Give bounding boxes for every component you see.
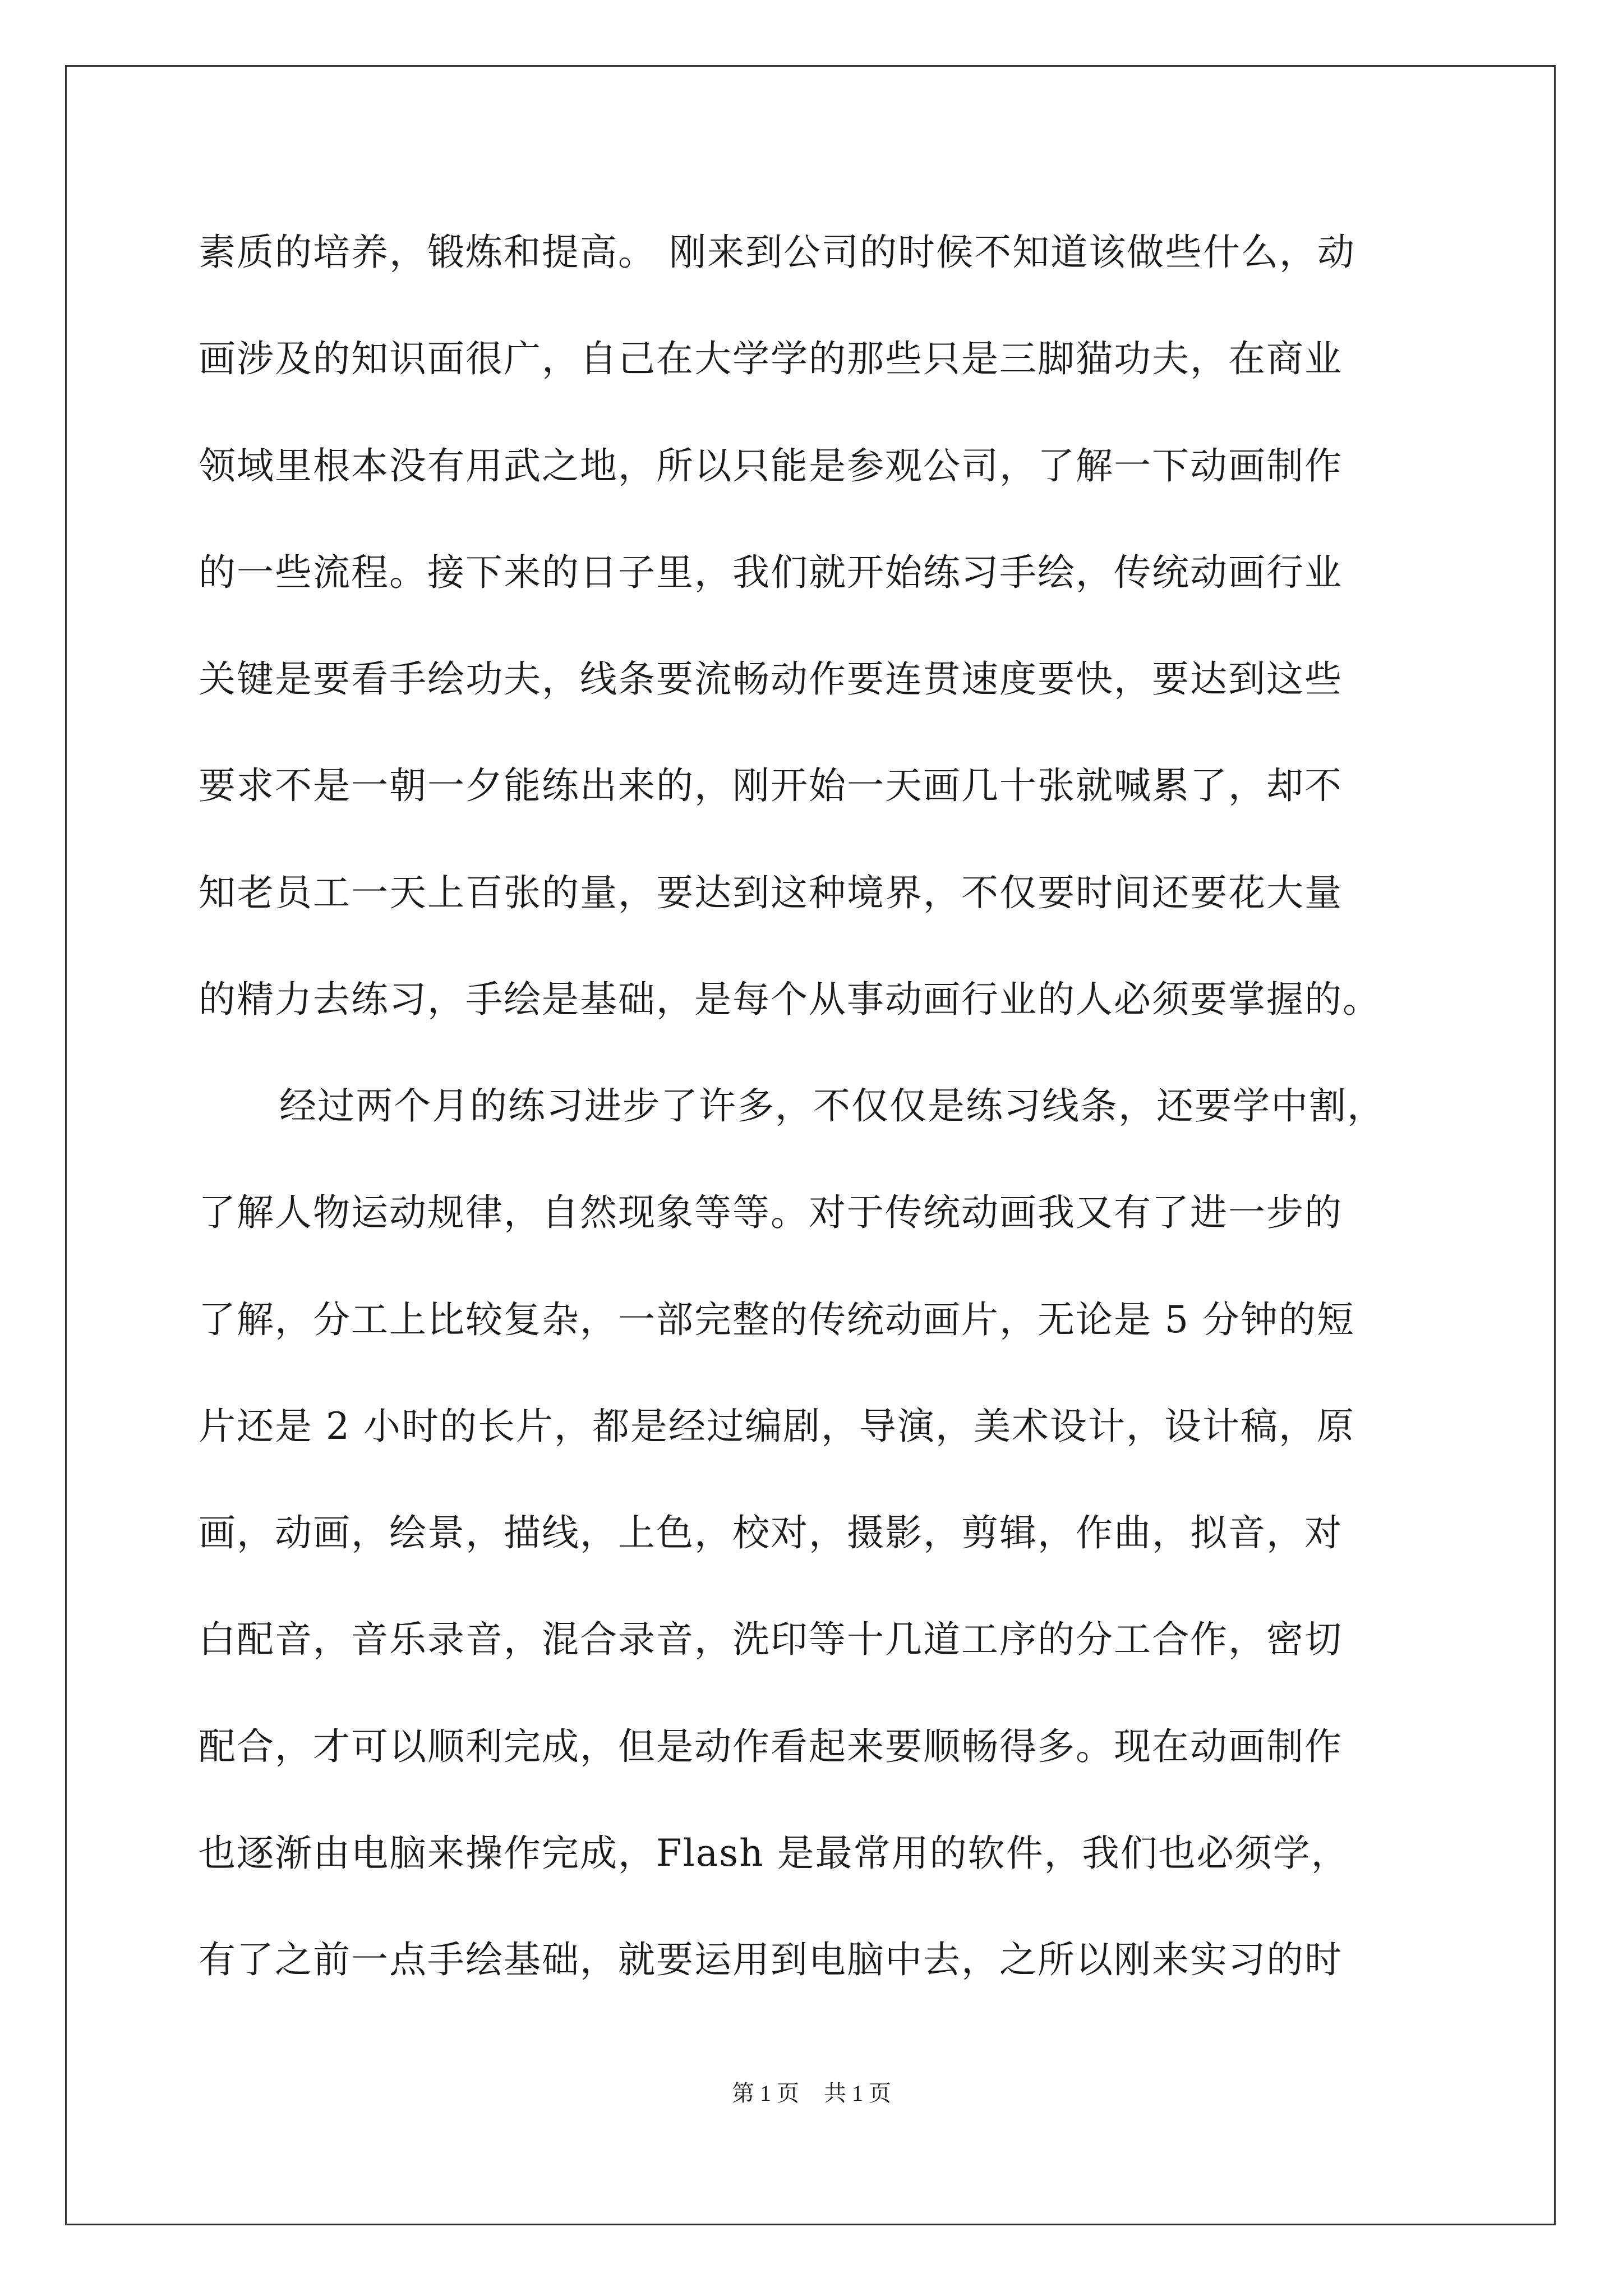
text-line: 的一些流程。接下来的日子里，我们就开始练习手绘，传统动画行业 bbox=[199, 551, 1343, 594]
text-line: 配合，才可以顺利完成，但是动作看起来要顺畅得多。现在动画制作 bbox=[199, 1725, 1343, 1768]
text-line: 画涉及的知识面很广，自己在大学学的那些只是三脚猫功夫，在商业 bbox=[199, 337, 1343, 380]
text-line: 有了之前一点手绘基础，就要运用到电脑中去，之所以刚来实习的时 bbox=[199, 1938, 1343, 1981]
page-total: 共 1 页 bbox=[824, 2081, 891, 2106]
text-line: 了解人物运动规律，自然现象等等。对于传统动画我又有了进一步的 bbox=[199, 1191, 1343, 1234]
text-line: 要求不是一朝一夕能练出来的，刚开始一天画几十张就喊累了，却不 bbox=[199, 764, 1343, 807]
text-line: 的精力去练习，手绘是基础，是每个从事动画行业的人必须要掌握的。 bbox=[199, 978, 1381, 1021]
page-number: 第 1 页 bbox=[732, 2081, 799, 2106]
text-line: 片还是 2 小时的长片，都是经过编剧，导演，美术设计，设计稿，原 bbox=[199, 1405, 1355, 1448]
text-line: 素质的培养，锻炼和提高。 刚来到公司的时候不知道该做些什么，动 bbox=[199, 231, 1355, 274]
text-line: 了解，分工上比较复杂，一部完整的传统动画片，无论是 5 分钟的短 bbox=[199, 1298, 1355, 1341]
text-line: 知老员工一天上百张的量，要达到这种境界，不仅要时间还要花大量 bbox=[199, 871, 1343, 914]
text-line: 白配音，音乐录音，混合录音，洗印等十几道工序的分工合作，密切 bbox=[199, 1618, 1343, 1661]
text-line: 也逐渐由电脑来操作完成，Flash 是最常用的软件，我们也必须学， bbox=[199, 1832, 1349, 1875]
text-line: 画，动画，绘景，描线，上色，校对，摄影，剪辑，作曲，拟音，对 bbox=[199, 1511, 1343, 1554]
paragraph-first-line: 经过两个月的练习进步了许多，不仅仅是练习线条，还要学中割， bbox=[279, 1084, 1385, 1128]
page-footer bbox=[0, 2077, 1623, 2110]
text-line: 领域里根本没有用武之地，所以只能是参观公司，了解一下动画制作 bbox=[199, 444, 1343, 487]
text-line: 关键是要看手绘功夫，线条要流畅动作要连贯速度要快，要达到这些 bbox=[199, 657, 1343, 701]
